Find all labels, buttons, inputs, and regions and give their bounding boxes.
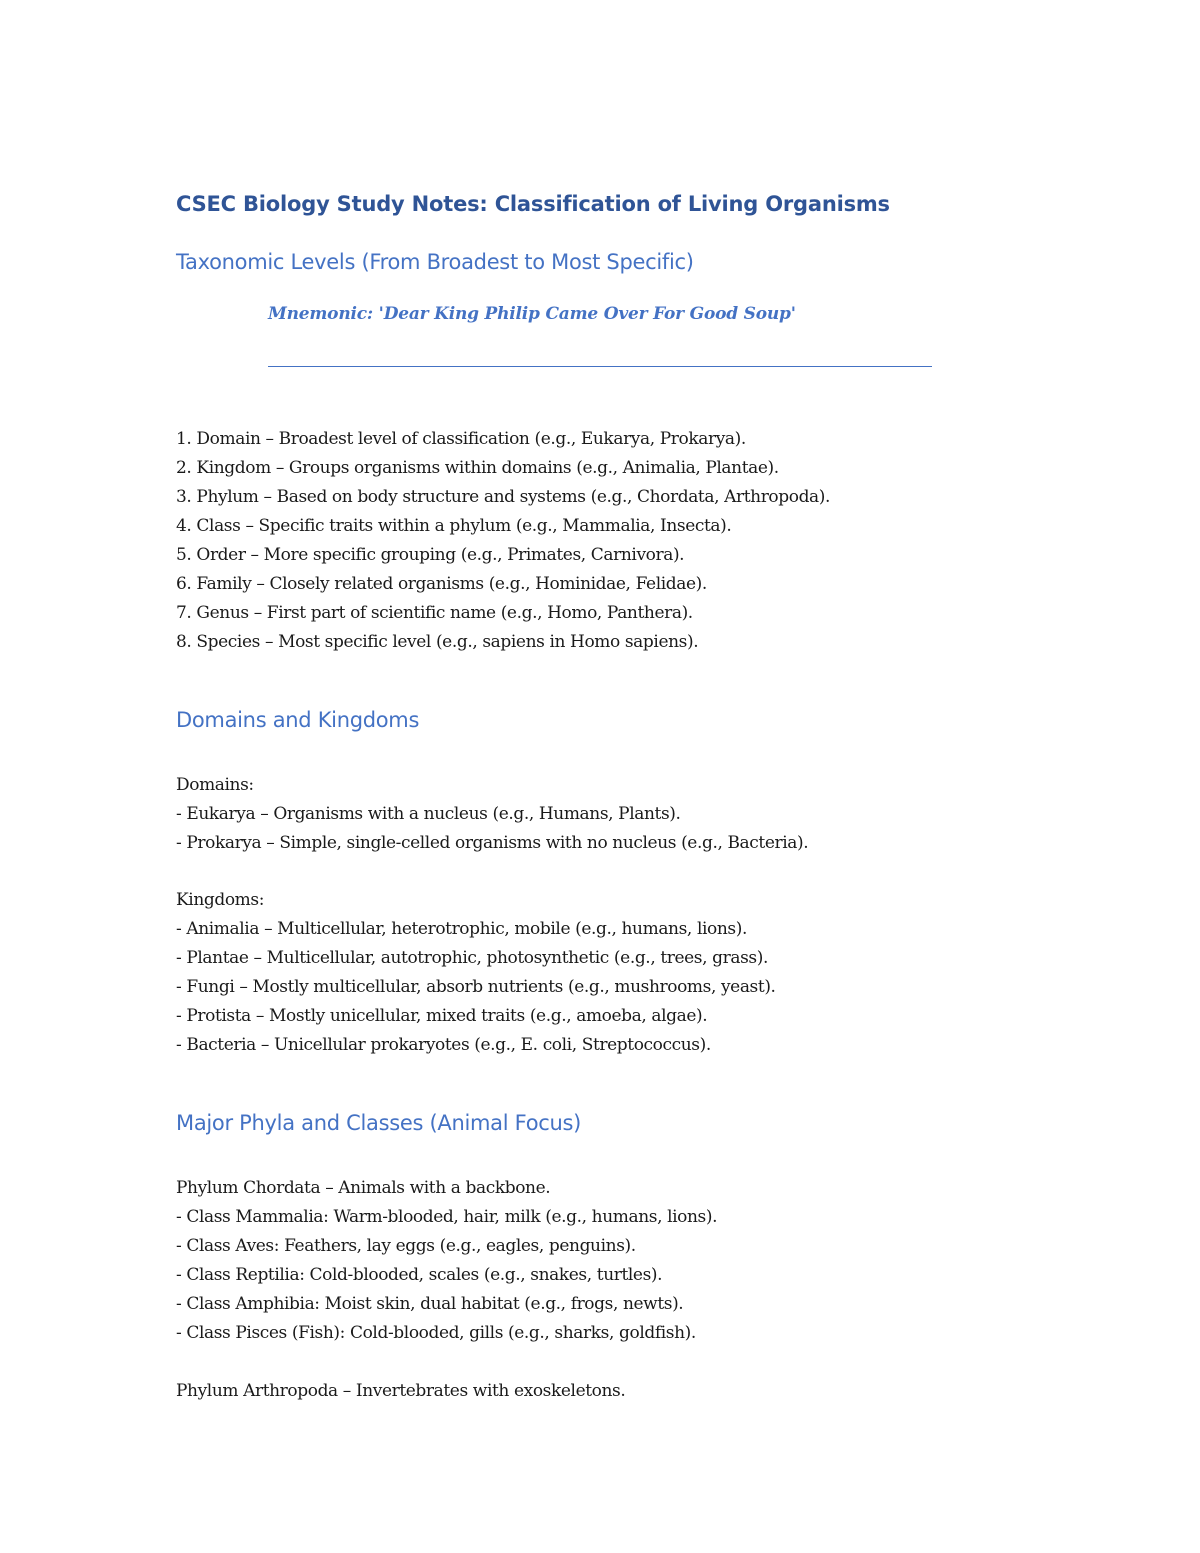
document-title: CSEC Biology Study Notes: Classification of Living Organisms xyxy=(176,192,890,216)
arthropoda-intro: Phylum Arthropoda – Invertebrates with exoskeletons. xyxy=(176,1381,626,1401)
chordata-list xyxy=(176,1174,717,1348)
horizontal-rule xyxy=(268,366,932,367)
list-item: 7. Genus – First part of scientific name (e.g., Homo, Panthera). xyxy=(176,603,693,623)
list-item: 3. Phylum – Based on body structure and systems (e.g., Chordata, Arthropoda). xyxy=(176,487,831,507)
list-item: 6. Family – Closely related organisms (e.g., Hominidae, Felidae). xyxy=(176,574,707,594)
chordata-intro: Phylum Chordata – Animals with a backbone. xyxy=(176,1178,551,1198)
mnemonic-text: Mnemonic: 'Dear King Philip Came Over For Good Soup' xyxy=(268,304,796,324)
list-item: - Fungi – Mostly multicellular, absorb nutrients (e.g., mushrooms, yeast). xyxy=(176,977,776,997)
list-item: - Plantae – Multicellular, autotrophic, photosynthetic (e.g., trees, grass). xyxy=(176,948,768,968)
domains-label: Domains: xyxy=(176,775,254,795)
list-item: - Bacteria – Unicellular prokaryotes (e.g., E. coli, Streptococcus). xyxy=(176,1035,711,1055)
kingdoms-label: Kingdoms: xyxy=(176,890,265,910)
list-item: 5. Order – More specific grouping (e.g., Primates, Carnivora). xyxy=(176,545,685,565)
list-item: 4. Class – Specific traits within a phylum (e.g., Mammalia, Insecta). xyxy=(176,516,732,536)
list-item: - Protista – Mostly unicellular, mixed traits (e.g., amoeba, algae). xyxy=(176,1006,708,1026)
list-item: - Class Mammalia: Warm-blooded, hair, milk (e.g., humans, lions). xyxy=(176,1207,718,1227)
list-item: - Class Amphibia: Moist skin, dual habitat (e.g., frogs, newts). xyxy=(176,1294,684,1314)
list-item: - Eukarya – Organisms with a nucleus (e.g., Humans, Plants). xyxy=(176,804,681,824)
list-item: - Class Pisces (Fish): Cold-blooded, gills (e.g., sharks, goldfish). xyxy=(176,1323,696,1343)
list-item: - Animalia – Multicellular, heterotrophic, mobile (e.g., humans, lions). xyxy=(176,919,747,939)
kingdoms-list xyxy=(176,886,776,1060)
list-item: 8. Species – Most specific level (e.g., sapiens in Homo sapiens). xyxy=(176,632,699,652)
arthropoda-paragraph xyxy=(176,1377,625,1406)
list-item: 2. Kingdom – Groups organisms within domains (e.g., Animalia, Plantae). xyxy=(176,458,779,478)
taxonomic-levels-list xyxy=(176,425,830,657)
list-item: - Class Aves: Feathers, lay eggs (e.g., eagles, penguins). xyxy=(176,1236,636,1256)
heading-taxonomic-levels: Taxonomic Levels (From Broadest to Most Specific) xyxy=(176,250,694,274)
list-item: - Prokarya – Simple, single-celled organisms with no nucleus (e.g., Bacteria). xyxy=(176,833,809,853)
list-item: 1. Domain – Broadest level of classification (e.g., Eukarya, Prokarya). xyxy=(176,429,746,449)
heading-major-phyla: Major Phyla and Classes (Animal Focus) xyxy=(176,1111,582,1135)
list-item: - Class Reptilia: Cold-blooded, scales (e.g., snakes, turtles). xyxy=(176,1265,663,1285)
heading-domains-kingdoms: Domains and Kingdoms xyxy=(176,708,420,732)
domains-list xyxy=(176,771,808,858)
